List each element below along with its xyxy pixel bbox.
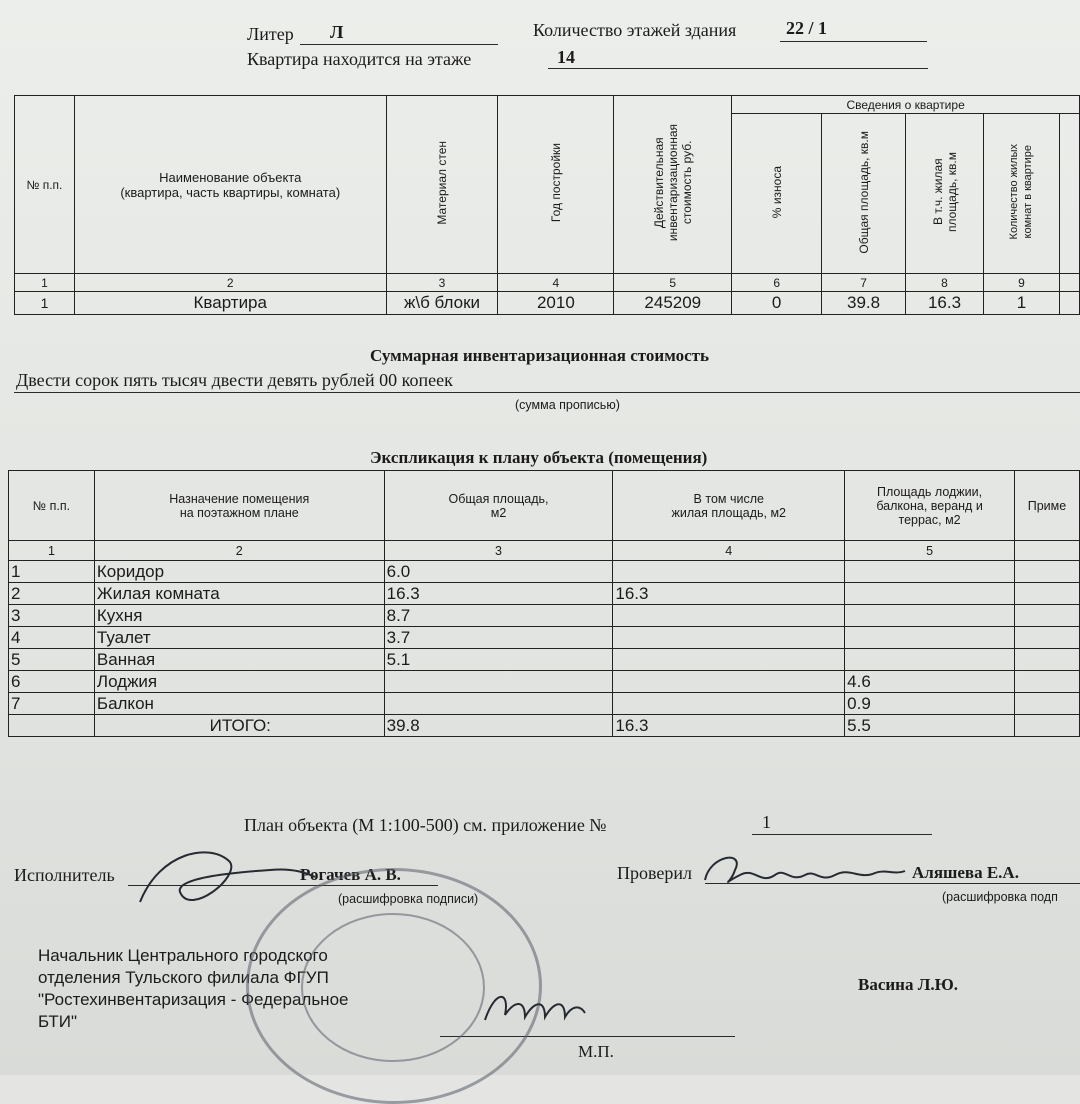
t2-row-no: 2 xyxy=(9,583,95,605)
t1-header-wear: % износа xyxy=(732,114,822,274)
t2-row-living xyxy=(613,693,845,715)
chief-line: "Ростехинвентаризация - Федеральное xyxy=(38,990,349,1009)
t2-row-total: 16.3 xyxy=(384,583,613,605)
t2-row-total: 8.7 xyxy=(384,605,613,627)
t2-row-no: 1 xyxy=(9,561,95,583)
t2-row-balcony xyxy=(845,627,1015,649)
t1-header-year: Год постройки xyxy=(498,96,614,274)
chief-line: Начальник Центрального городского xyxy=(38,946,328,965)
t2-row-name: Ванная xyxy=(94,649,384,671)
t2-header-balcony: Площадь лоджии, балкона, веранд и террас, м2 xyxy=(845,471,1015,541)
t2-row-balcony xyxy=(845,605,1015,627)
t2-header-living: В том числе жилая площадь, м2 xyxy=(613,471,845,541)
t1-row-name: Квартира xyxy=(74,292,386,315)
total-row xyxy=(9,715,1080,737)
summary-caption: (сумма прописью) xyxy=(515,398,620,412)
t2-colnum: 5 xyxy=(845,541,1015,561)
checked-name-underline xyxy=(905,883,1080,884)
t2-row-living xyxy=(613,627,845,649)
t2-row-total xyxy=(384,671,613,693)
t2-total-balcony: 5.5 xyxy=(845,715,1015,737)
t2-row-name: Лоджия xyxy=(94,671,384,693)
apt-floor-underline xyxy=(548,68,928,69)
t2-row-balcony xyxy=(845,649,1015,671)
t1-header-extra xyxy=(1059,114,1079,274)
t1-row-cost: 245209 xyxy=(614,292,732,315)
t2-row-balcony: 0.9 xyxy=(845,693,1015,715)
t1-row-no: 1 xyxy=(15,292,75,315)
table-row xyxy=(9,671,1080,693)
t2-header-total: Общая площадь, м2 xyxy=(384,471,613,541)
checked-caption: (расшифровка подп xyxy=(942,890,1058,904)
t2-row-no: 3 xyxy=(9,605,95,627)
chief-signature xyxy=(480,985,590,1030)
t2-header-note: Приме xyxy=(1014,471,1079,541)
t2-row-name: Коридор xyxy=(94,561,384,583)
table-row xyxy=(9,605,1080,627)
t1-row-material: ж\б блоки xyxy=(386,292,498,315)
t1-colnum: 3 xyxy=(386,274,498,292)
t2-row-total: 5.1 xyxy=(384,649,613,671)
apt-floor-value: 14 xyxy=(557,47,575,67)
t2-header-no: № п.п. xyxy=(9,471,95,541)
t2-row-total: 6.0 xyxy=(384,561,613,583)
table-row xyxy=(9,693,1080,715)
t2-colnum: 1 xyxy=(9,541,95,561)
t2-row-living xyxy=(613,671,845,693)
t2-row-name: Кухня xyxy=(94,605,384,627)
plan-underline xyxy=(752,834,932,835)
object-info-table xyxy=(14,95,1080,315)
t2-colnum: 4 xyxy=(613,541,845,561)
floors-label: Количество этажей здания xyxy=(533,20,737,40)
liter-value: Л xyxy=(330,22,344,42)
chief-name: Васина Л.Ю. xyxy=(858,975,959,994)
t1-colnum: 8 xyxy=(906,274,984,292)
chief-line: отделения Тульского филиала ФГУП xyxy=(38,968,329,987)
t1-header-total-area: Общая площадь, кв.м xyxy=(822,114,906,274)
plan-number: 1 xyxy=(762,812,771,832)
t1-colnum: 4 xyxy=(498,274,614,292)
executor-name: Рогачев А. В. xyxy=(300,865,401,884)
t2-colnum: 2 xyxy=(94,541,384,561)
table-row xyxy=(9,627,1080,649)
t2-row-living xyxy=(613,649,845,671)
t1-row-rooms: 1 xyxy=(983,292,1059,315)
t1-header-rooms: Количество жилых комнат в квартире xyxy=(983,114,1059,274)
t2-row-total: 3.7 xyxy=(384,627,613,649)
floors-value: 22 / 1 xyxy=(786,18,828,38)
t1-colnum: 5 xyxy=(614,274,732,292)
executor-signature xyxy=(120,832,320,922)
checked-signature xyxy=(700,845,910,895)
summary-underline xyxy=(14,392,1080,393)
t2-row-name: Жилая комната xyxy=(94,583,384,605)
t1-colnum: 2 xyxy=(74,274,386,292)
t1-group-title: Сведения о квартире xyxy=(732,96,1080,114)
chief-line: БТИ" xyxy=(38,1012,78,1031)
t1-row-wear: 0 xyxy=(732,292,822,315)
liter-label: Литер xyxy=(247,24,294,44)
t1-header-name: Наименование объекта (квартира, часть квартиры, комната) xyxy=(74,96,386,274)
apt-floor-label: Квартира находится на этаже xyxy=(247,49,472,69)
t2-row-no: 5 xyxy=(9,649,95,671)
table-row xyxy=(9,649,1080,671)
t2-row-name: Туалет xyxy=(94,627,384,649)
summary-value: Двести сорок пять тысяч двести девять рублей 00 копеек xyxy=(16,370,453,390)
t2-total-label: ИТОГО: xyxy=(94,715,384,737)
t1-colnum: 1 xyxy=(15,274,75,292)
t2-row-total xyxy=(384,693,613,715)
t1-colnum: 6 xyxy=(732,274,822,292)
t2-total-total: 39.8 xyxy=(384,715,613,737)
explication-title: Экспликация к плану объекта (помещения) xyxy=(370,448,708,467)
mp-label: М.П. xyxy=(578,1042,614,1061)
executor-label: Исполнитель xyxy=(14,865,115,885)
explication-table xyxy=(8,470,1080,737)
summary-title: Суммарная инвентаризационная стоимость xyxy=(370,346,709,365)
plan-text: План объекта (М 1:100-500) см. приложение № xyxy=(244,815,607,835)
t2-colnum: 3 xyxy=(384,541,613,561)
t1-row-living-area: 16.3 xyxy=(906,292,984,315)
t2-row-balcony xyxy=(845,561,1015,583)
t1-colnum: 7 xyxy=(822,274,906,292)
t2-row-living: 16.3 xyxy=(613,583,845,605)
t1-row-total-area: 39.8 xyxy=(822,292,906,315)
t2-header-purpose: Назначение помещения на поэтажном плане xyxy=(94,471,384,541)
t2-row-balcony xyxy=(845,583,1015,605)
t1-header-living-area: В т.ч. жилая площадь, кв.м xyxy=(906,114,984,274)
floors-underline xyxy=(780,41,927,42)
t1-header-no: № п.п. xyxy=(15,96,75,274)
checked-name: Аляшева Е.А. xyxy=(912,863,1019,882)
t2-row-living xyxy=(613,561,845,583)
t1-row-year: 2010 xyxy=(498,292,614,315)
executor-caption: (расшифровка подписи) xyxy=(338,892,479,906)
t1-header-material: Материал стен xyxy=(386,96,498,274)
t2-row-name: Балкон xyxy=(94,693,384,715)
t2-row-no: 4 xyxy=(9,627,95,649)
liter-underline xyxy=(300,44,498,45)
t2-row-balcony: 4.6 xyxy=(845,671,1015,693)
t2-row-no: 6 xyxy=(9,671,95,693)
t2-total-living: 16.3 xyxy=(613,715,845,737)
checked-label: Проверил xyxy=(617,863,692,883)
t2-row-no: 7 xyxy=(9,693,95,715)
t1-colnum: 9 xyxy=(983,274,1059,292)
table-row xyxy=(9,583,1080,605)
table-row xyxy=(9,561,1080,583)
t1-header-cost: Действительная инвентаризационная стоимость руб. xyxy=(614,96,732,274)
t2-row-living xyxy=(613,605,845,627)
